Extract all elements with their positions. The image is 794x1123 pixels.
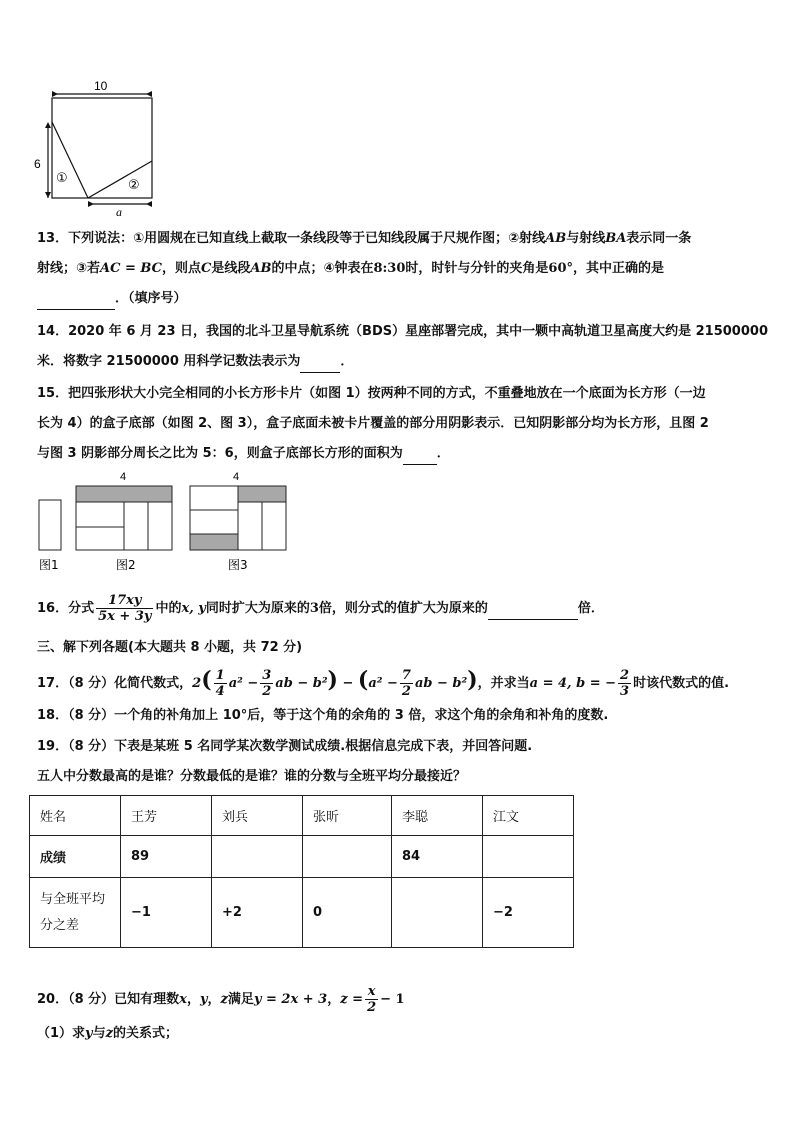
score-cell-empty[interactable] — [212, 836, 303, 878]
q17: 17．（8 分）化简代数式，2( $\frac{1}{4}$ a² − $\frac{3}{2}$ ab − b²) − (a² − $\frac{7}{2}$ ab − b²)，并求当a = 4, b = − $\frac{2}{3}$ 时该代数式的值. — [37, 667, 730, 699]
label-left: 6 — [34, 157, 41, 171]
q13-line3: ．（填序号） — [37, 289, 187, 310]
q19-line2: 五人中分数最高的是谁？分数最低的是谁？谁的分数与全班平均分最接近？ — [37, 769, 467, 784]
table-row: 姓名 王芳 刘兵 张昕 李聪 江文 — [30, 796, 574, 836]
label-top: 10 — [94, 79, 108, 93]
answer-blank-q15[interactable] — [403, 444, 437, 465]
q15-line1: 15．把四张形状大小完全相同的小长方形卡片（如图 1）按两种不同的方式，不重叠地放在一个底面为长方形（一边 — [37, 386, 706, 401]
q16-fraction: $\frac{17xy}{5x + 3y}$ — [98, 593, 152, 624]
answer-blank-q13[interactable] — [37, 289, 115, 310]
score-cell-empty[interactable] — [303, 836, 392, 878]
fig1-card — [39, 500, 61, 550]
q13-line1: 13．下列说法：①用圆规在已知直线上截取一条线段等于已知线段属于尺规作图；②射线AB与射线BA表示同一条 — [37, 231, 692, 246]
q14-line1: 14．2020 年 6 月 23 日，我国的北斗卫星导航系统（BDS）星座部署完成，其中一颗中高轨道卫星高度大约是 21500000 — [37, 324, 768, 339]
q16: 16．分式 $\frac{17xy}{5x + 3y}$ 中的x, y同时扩大为原来的3倍，则分式的值扩大为原来的 倍． — [37, 593, 604, 624]
fig2-shade — [76, 486, 172, 502]
q15-line3: 与图 3 阴影部分周长之比为 5：6，则盒子底部长方形的面积为 ． — [37, 444, 450, 465]
fig1-caption: 图1 — [39, 558, 59, 572]
q20-sub1: （1）求y与z的关系式； — [37, 1026, 179, 1041]
answer-blank-q14[interactable] — [300, 352, 340, 373]
q15-line2: 长为 4）的盒子底部（如图 2、图 3），盒子底面未被卡片覆盖的部分用阴影表示．已知阴影部分均为长方形，且图 2 — [37, 416, 709, 431]
score-cell-empty[interactable] — [483, 836, 574, 878]
label-region-2: ② — [128, 178, 140, 193]
fig3-width-label: 4 — [233, 471, 240, 483]
table-row: 与全班平均分之差 −1 +2 0 −2 — [30, 878, 574, 948]
fig3-caption: 图3 — [228, 558, 248, 572]
fig2-width-label: 4 — [120, 471, 127, 483]
q14-line2: 米．将数字 21500000 用科学记数法表示为 ． — [37, 352, 353, 373]
q13-line2: 射线；③若AC = BC，则点C是线段AB的中点；④钟表在8:30时，时针与分针的夹角是60°，其中正确的是 — [37, 261, 665, 276]
q18: 18．（8 分）一个角的补角加上 10°后，等于这个角的余角的 3 倍，求这个角的余角和补角的度数. — [37, 708, 609, 723]
cut-line-1 — [52, 122, 88, 198]
q17-expression: 2( $\frac{1}{4}$ a² − $\frac{3}{2}$ ab − b²) − (a² − $\frac{7}{2}$ ab − b²) — [192, 667, 478, 699]
figure-q12 — [28, 76, 160, 218]
fig3-shade-bottom — [190, 534, 238, 550]
fig3-shade-top — [238, 486, 286, 502]
fig2-caption: 图2 — [116, 558, 136, 572]
cut-line-2 — [88, 161, 152, 198]
figure-q15 — [36, 466, 296, 576]
score-table — [29, 795, 574, 948]
q19-line1: 19．（8 分）下表是某班 5 名同学某次数学测试成绩.根据信息完成下表，并回答问题. — [37, 739, 533, 754]
table-row: 成绩 89 84 — [30, 836, 574, 878]
diff-cell-empty[interactable] — [392, 878, 483, 948]
answer-blank-q16[interactable] — [488, 599, 578, 620]
section-3-heading: 三、解下列各题(本大题共 8 小题，共 72 分) — [37, 640, 303, 655]
label-region-1: ① — [56, 171, 68, 186]
label-a: a — [116, 205, 122, 218]
q20: 20．（8 分）已知有理数x，y，z满足y = 2x + 3，z = $\frac{x}{2}$ − 1 — [37, 984, 405, 1015]
